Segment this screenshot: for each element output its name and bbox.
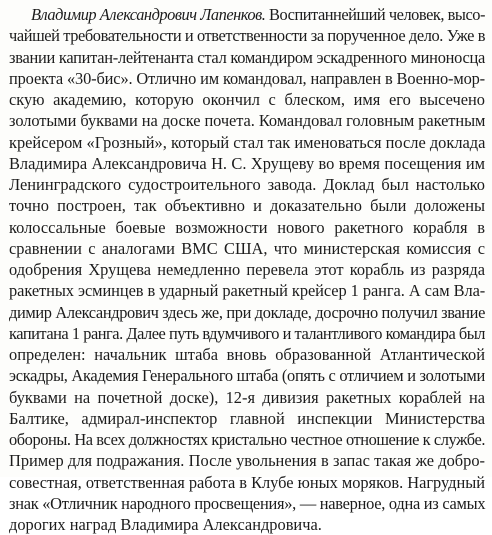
text-line: крейсером «Грозный», который стал так именоваться после доклада — [9, 132, 486, 152]
text-line: чайшей требовательности и ответственности за порученное дело. Уже в — [9, 26, 486, 46]
text-line: знак «Отличник народного просвещения», — наверное, одна из самых — [9, 493, 486, 513]
text-line: Владимир Александрович Лапенков. Воспитаннейший человек, высо- — [31, 5, 485, 24]
text-line: обороны. На всех должностях кристально честное отношение к службе. — [9, 430, 485, 449]
text-line: Владимира Александровича Н. С. Хрущеву во время посещения им — [9, 153, 485, 173]
text-line: одобрения Хрущева немедленно перевела этот корабль из разряда — [9, 260, 485, 279]
text-line: проекта «30-бис». Отлично им командовал, направлен в Военно-мор- — [9, 68, 485, 88]
text-line: колоссальные боевые возможности нового ракетного корабля в — [9, 217, 485, 237]
text-line: звании капитан-лейтенанта стал командиром эскадренного миноносца — [9, 47, 485, 67]
text-line: сравнении с аналогами ВМС США, что министерская комиссия с — [9, 238, 485, 258]
text-line: совестная, ответственная работа в Клубе юных моряков. Нагрудный — [9, 472, 485, 492]
text-line: Балтике, адмирал-инспектор главной инспекции Министерства — [9, 408, 485, 428]
text-line: ракетных эсминцев в ударный ракетный крейсер 1 ранга. А сам Вла- — [9, 281, 486, 301]
text-line: скую академию, которую окончил с блеском, имя его высечено — [9, 90, 485, 109]
text-line: Пример для подражания. После увольнения в запас такая же добро- — [9, 451, 485, 471]
text-line: капитана 1 ранга. Далее путь вдумчивого и талантливого командира был — [9, 323, 485, 343]
text-line: точно построен, так объективно и доказательно были доложены — [9, 196, 485, 216]
text-line: буквами на почетной доске), 12-я дивизия ракетных кораблей на — [9, 387, 485, 407]
text-line: Ленинградского судостроительного завода. Доклад был настолько — [9, 175, 485, 194]
text-line: дорогих наград Владимира Александровича. — [9, 515, 322, 534]
text-line: димир Александрович здесь же, при докладе, досрочно получил звание — [9, 302, 485, 322]
text-line: определен: начальник штаба вновь образованной Атлантической — [9, 345, 485, 364]
person-name: Владимир Александрович Лапенков. — [31, 5, 266, 24]
biography-paragraph — [9, 4, 485, 535]
text-line: эскадры, Академия Генерального штаба (опять с отличием и золотыми — [9, 366, 485, 386]
text-line: золотыми буквами на доске почета. Командовал головным ракетным — [9, 111, 486, 131]
